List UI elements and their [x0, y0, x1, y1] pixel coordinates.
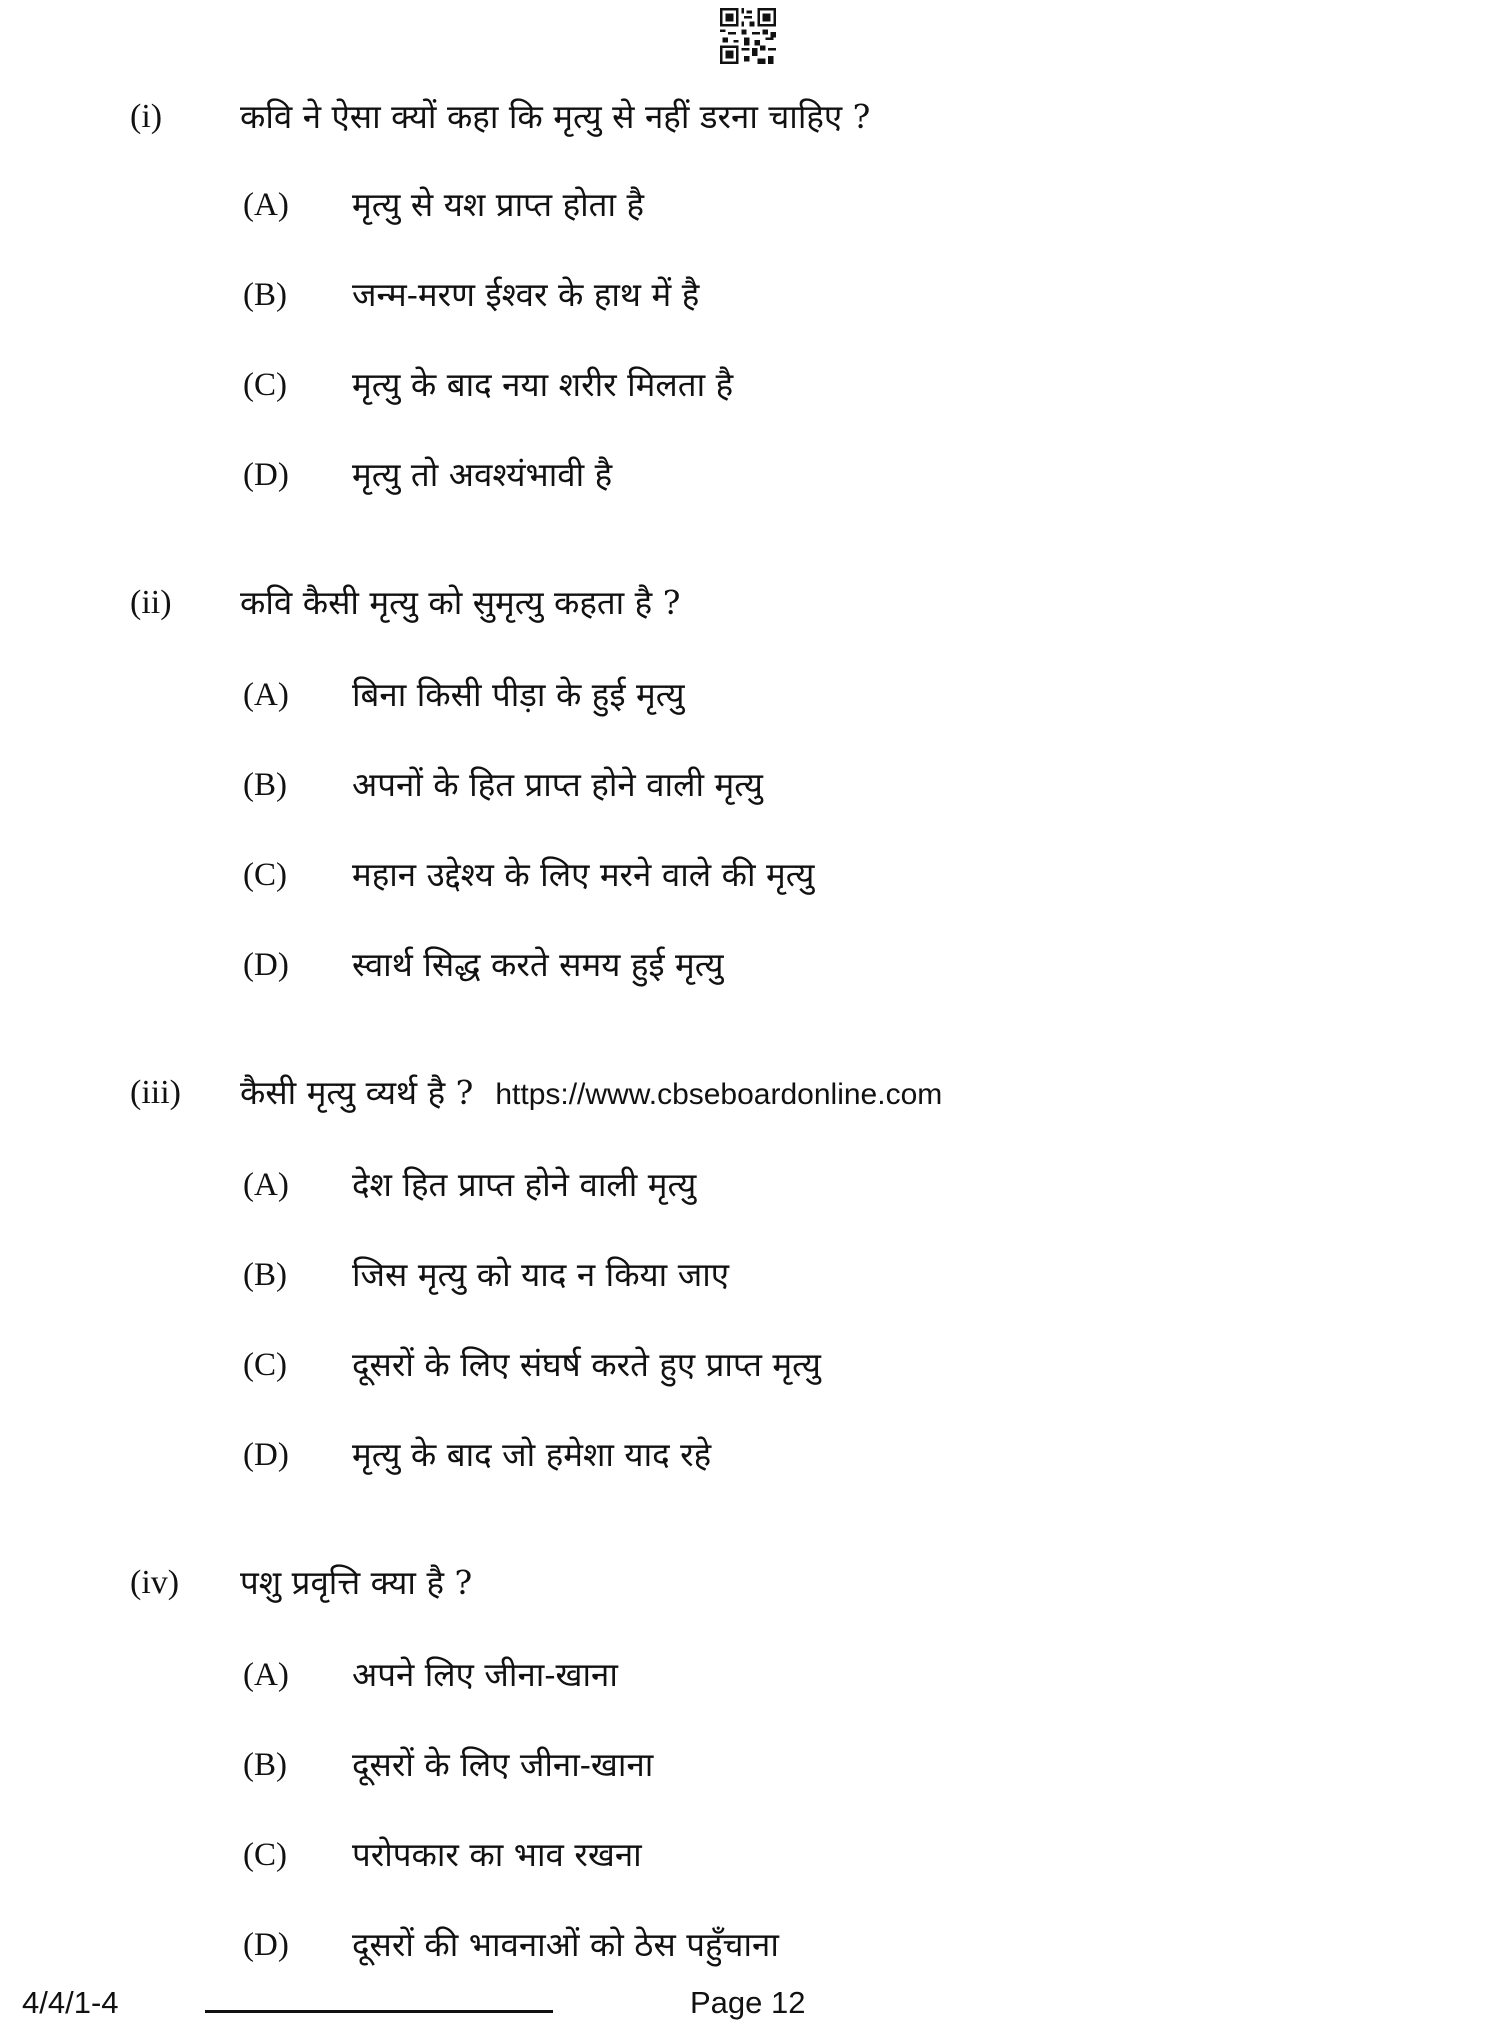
option-c: [0, 357, 1505, 413]
footer-divider: [205, 2010, 553, 2013]
option-label: (B): [243, 1747, 287, 1783]
question-text-line: [240, 1068, 942, 1120]
option-a: [0, 1157, 1505, 1213]
question-number: (i): [130, 98, 163, 135]
option-text: अपने लिए जीना-खाना: [352, 1655, 618, 1694]
option-text: मृत्यु के बाद नया शरीर मिलता है: [352, 365, 734, 404]
option-text: दूसरों के लिए जीना-खाना: [352, 1745, 654, 1784]
question-number: (ii): [130, 584, 172, 621]
option-a: [0, 667, 1505, 723]
option-label: (A): [243, 1657, 289, 1693]
option-text: मृत्यु से यश प्राप्त होता है: [352, 185, 645, 224]
question-text: कैसी मृत्यु व्यर्थ है ?: [240, 1073, 474, 1112]
option-label: (A): [243, 187, 289, 223]
option-c: [0, 1337, 1505, 1393]
page-footer: [0, 1978, 1505, 2028]
option-label: (C): [243, 1347, 287, 1383]
option-label: (B): [243, 767, 287, 803]
option-label: (B): [243, 277, 287, 313]
option-d: [0, 1917, 1505, 1973]
option-text: मृत्यु तो अवश्यंभावी है: [352, 455, 613, 494]
option-text: मृत्यु के बाद जो हमेशा याद रहे: [352, 1435, 712, 1474]
option-a: [0, 1647, 1505, 1703]
option-b: [0, 267, 1505, 323]
question-number: (iv): [130, 1564, 180, 1601]
question-text: कवि ने ऐसा क्यों कहा कि मृत्यु से नहीं डरना चाहिए ?: [240, 97, 871, 136]
option-label: (A): [243, 1167, 289, 1203]
option-label: (B): [243, 1257, 287, 1293]
option-text: दूसरों के लिए संघर्ष करते हुए प्राप्त मृत्यु: [352, 1345, 821, 1384]
question-number: (iii): [130, 1074, 181, 1111]
option-text: दूसरों की भावनाओं को ठेस पहुँचाना: [352, 1925, 779, 1964]
option-label: (D): [243, 457, 289, 493]
option-c: [0, 1827, 1505, 1883]
option-text: परोपकार का भाव रखना: [352, 1835, 642, 1874]
option-label: (C): [243, 1837, 287, 1873]
option-d: [0, 447, 1505, 503]
option-label: (A): [243, 677, 289, 713]
source-url: https://www.cbseboardonline.com: [495, 1078, 943, 1111]
option-text: देश हित प्राप्त होने वाली मृत्यु: [352, 1165, 697, 1204]
option-text: जिस मृत्यु को याद न किया जाए: [352, 1255, 729, 1294]
option-label: (C): [243, 367, 287, 403]
question-text: कवि कैसी मृत्यु को सुमृत्यु कहता है ?: [240, 583, 681, 622]
qr-code-icon: [720, 8, 776, 64]
question-text: पशु प्रवृत्ति क्या है ?: [240, 1563, 473, 1602]
option-b: [0, 757, 1505, 813]
option-label: (D): [243, 947, 289, 983]
option-b: [0, 1247, 1505, 1303]
paper-code: 4/4/1-4: [22, 1985, 119, 2020]
option-label: (D): [243, 1927, 289, 1963]
option-d: [0, 937, 1505, 993]
option-label: (C): [243, 857, 287, 893]
page-number: Page 12: [690, 1985, 806, 2020]
option-d: [0, 1427, 1505, 1483]
option-c: [0, 847, 1505, 903]
option-text: महान उद्देश्य के लिए मरने वाले की मृत्यु: [352, 855, 815, 894]
option-a: [0, 177, 1505, 233]
option-b: [0, 1737, 1505, 1793]
option-label: (D): [243, 1437, 289, 1473]
option-text: बिना किसी पीड़ा के हुई मृत्यु: [352, 675, 685, 714]
option-text: जन्म-मरण ईश्वर के हाथ में है: [352, 275, 700, 314]
option-text: अपनों के हित प्राप्त होने वाली मृत्यु: [352, 765, 763, 804]
option-text: स्वार्थ सिद्ध करते समय हुई मृत्यु: [352, 945, 724, 984]
